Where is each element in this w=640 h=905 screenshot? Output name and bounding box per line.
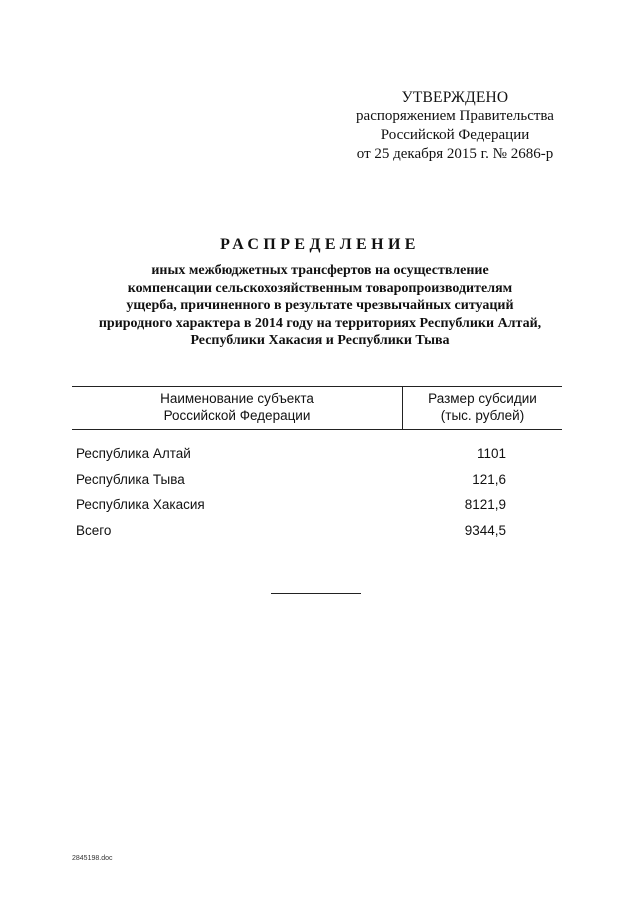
header-subsidy-size <box>403 390 562 424</box>
subtitle-line-2: компенсации сельскохозяйственным товаропроизводителям <box>127 280 513 296</box>
header-subject-name-line-2: Российской Федерации <box>163 408 311 423</box>
header-subsidy-size-line-1: Размер субсидии <box>428 391 537 406</box>
document-title: РАСПРЕДЕЛЕНИЕ <box>220 236 420 253</box>
approval-heading: УТВЕРЖДЕНО <box>401 89 509 106</box>
row-subject-name: Республика Тыва <box>76 471 185 487</box>
approval-line-2: Российской Федерации <box>380 127 530 143</box>
subtitle-line-4: природного характера в 2014 году на территориях Республики Алтай, <box>98 315 542 331</box>
distribution-table <box>72 386 562 544</box>
table-header <box>72 386 562 430</box>
row-subsidy-value: 8121,9 <box>464 497 506 512</box>
header-subject-name <box>72 390 402 424</box>
subtitle-line-1: иных межбюджетных трансфертов на осуществление <box>151 263 489 278</box>
table-row <box>72 493 562 519</box>
table-row <box>72 468 562 494</box>
approval-line-1: распоряжением Правительства <box>356 108 554 124</box>
table-body <box>72 442 562 544</box>
end-separator-line <box>271 593 361 594</box>
header-subsidy-size-line-2: (тыс. рублей) <box>440 408 525 423</box>
table-row-total <box>72 519 562 545</box>
row-subject-name: Республика Алтай <box>76 446 191 461</box>
subtitle-line-3: ущерба, причиненного в результате чрезвычайных ситуаций <box>126 298 514 313</box>
document-file-code: 2845198.doc <box>72 855 113 862</box>
approval-line-3: от 25 декабря 2015 г. № 2686-р <box>356 146 554 162</box>
row-subject-name: Республика Хакасия <box>76 497 205 512</box>
table-row <box>72 442 562 468</box>
row-total-label: Всего <box>76 522 112 538</box>
subtitle-line-5: Республики Хакасия и Республики Тыва <box>190 333 450 348</box>
row-subsidy-value: 1101 <box>476 446 506 461</box>
row-subsidy-value: 121,6 <box>472 471 506 487</box>
row-total-value: 9344,5 <box>464 522 506 538</box>
document-subtitle <box>40 262 600 350</box>
approval-stamp <box>340 88 570 164</box>
header-subject-name-line-1: Наименование субъекта <box>160 391 314 406</box>
